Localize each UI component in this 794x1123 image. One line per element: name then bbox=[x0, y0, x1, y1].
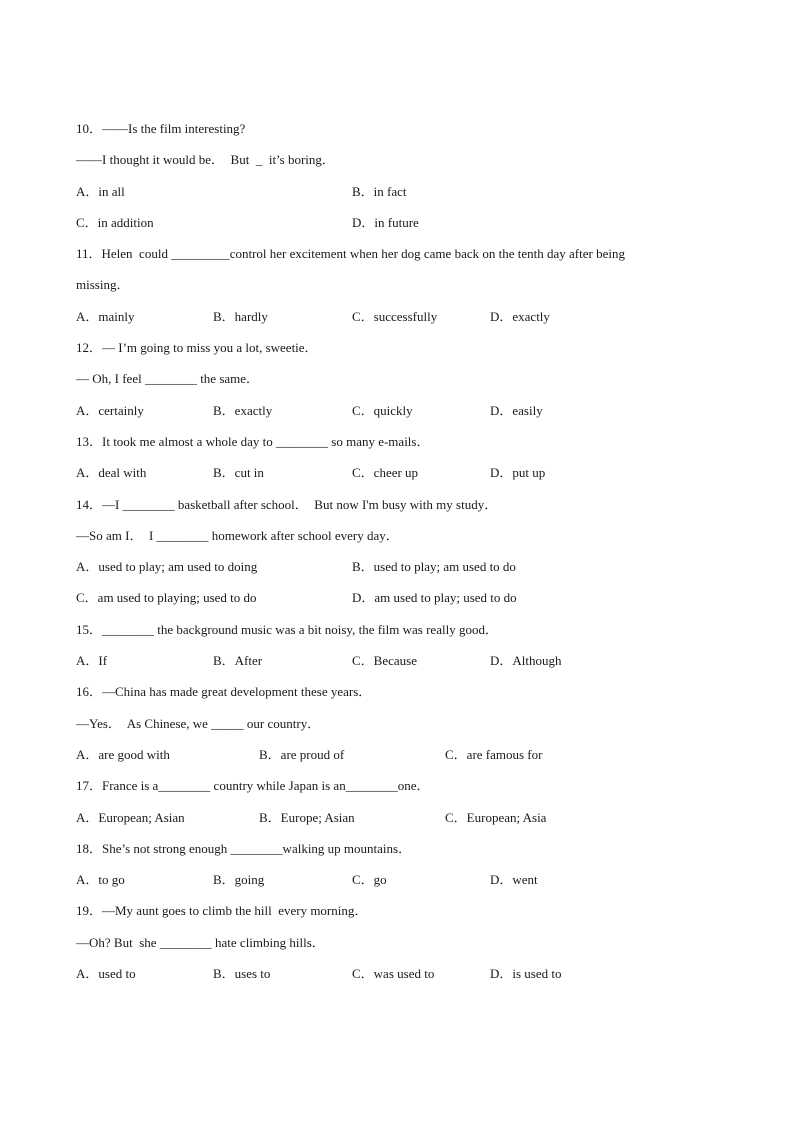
answer-option[interactable]: D．Although bbox=[490, 653, 562, 669]
answer-option[interactable]: A．mainly bbox=[76, 308, 135, 324]
options-row bbox=[76, 212, 716, 243]
question-5 bbox=[76, 619, 716, 682]
answer-option[interactable]: D．went bbox=[490, 872, 538, 888]
options-row bbox=[76, 462, 716, 493]
answer-option[interactable]: C．European; Asia bbox=[445, 809, 547, 825]
answer-option[interactable]: A．used to bbox=[76, 966, 136, 982]
answer-option[interactable]: B．Europe; Asian bbox=[259, 809, 355, 825]
answer-option[interactable]: A．in all bbox=[76, 183, 125, 199]
answer-option[interactable]: D．is used to bbox=[490, 966, 562, 982]
answer-option[interactable]: C．are famous for bbox=[445, 746, 543, 762]
question-0 bbox=[76, 118, 716, 243]
question-text: 10．——Is the film interesting? bbox=[76, 121, 246, 136]
answer-option[interactable]: D．am used to play; used to do bbox=[352, 590, 517, 606]
answer-option[interactable]: B．used to play; am used to do bbox=[352, 559, 516, 575]
answer-option[interactable]: C．Because bbox=[352, 653, 417, 669]
options-row bbox=[76, 807, 716, 838]
answer-option[interactable]: B．hardly bbox=[213, 308, 268, 324]
question-text: 11．Helen could _________control her excitement when her dog came back on the tenth day after being bbox=[76, 246, 625, 262]
question-text: 18．She’s not strong enough ________walking up mountains． bbox=[76, 840, 412, 856]
options-row bbox=[76, 556, 716, 587]
answer-option[interactable]: D．put up bbox=[490, 465, 546, 481]
options-row bbox=[76, 650, 716, 681]
answer-option[interactable]: B．cut in bbox=[213, 465, 264, 481]
answer-option[interactable]: C．go bbox=[352, 872, 387, 888]
question-9 bbox=[76, 900, 716, 994]
answer-option[interactable]: A．certainly bbox=[76, 402, 144, 418]
answer-option[interactable]: C．am used to playing; used to do bbox=[76, 590, 257, 606]
question-text: 13．It took me almost a whole day to ________ so many e-mails． bbox=[76, 433, 430, 449]
answer-option[interactable]: B．in fact bbox=[352, 183, 407, 199]
options-row bbox=[76, 744, 716, 775]
answer-option[interactable]: A．If bbox=[76, 653, 108, 669]
answer-option[interactable]: A．to go bbox=[76, 872, 125, 888]
question-text: —Oh? But she ________ hate climbing hills． bbox=[76, 934, 325, 950]
question-text: 14．—I ________ basketball after school． But now I'm busy with my study． bbox=[76, 496, 498, 512]
question-7 bbox=[76, 775, 716, 838]
question-1 bbox=[76, 243, 716, 337]
answer-option[interactable]: B．exactly bbox=[213, 402, 273, 418]
options-row bbox=[76, 963, 716, 994]
question-text: 19．—My aunt goes to climb the hill every morning． bbox=[76, 903, 368, 919]
question-3 bbox=[76, 431, 716, 494]
question-text: 16．—China has made great development these years． bbox=[76, 684, 372, 700]
options-row bbox=[76, 181, 716, 212]
answer-option[interactable]: A．deal with bbox=[76, 465, 147, 481]
answer-option[interactable]: D．in future bbox=[352, 214, 419, 230]
answer-option[interactable]: B．uses to bbox=[213, 966, 271, 982]
options-row bbox=[76, 869, 716, 900]
question-2 bbox=[76, 337, 716, 431]
answer-option[interactable]: B．After bbox=[213, 653, 263, 669]
question-8 bbox=[76, 838, 716, 901]
question-6 bbox=[76, 681, 716, 775]
answer-option[interactable]: D．easily bbox=[490, 402, 543, 418]
question-list bbox=[76, 118, 716, 994]
answer-option[interactable]: B．going bbox=[213, 872, 265, 888]
answer-option[interactable]: A．used to play; am used to doing bbox=[76, 559, 258, 575]
answer-option[interactable]: C．quickly bbox=[352, 402, 413, 418]
question-text: 15．________ the background music was a bit noisy, the film was really good． bbox=[76, 621, 498, 637]
answer-option[interactable]: C．in addition bbox=[76, 214, 154, 230]
answer-option[interactable]: C．was used to bbox=[352, 966, 435, 982]
answer-option[interactable]: A．European; Asian bbox=[76, 809, 185, 825]
answer-option[interactable]: C．successfully bbox=[352, 308, 438, 324]
answer-option[interactable]: B．are proud of bbox=[259, 746, 345, 762]
options-row bbox=[76, 587, 716, 618]
answer-option[interactable]: D．exactly bbox=[490, 308, 550, 324]
question-text: ——I thought it would be． But _ it’s boring． bbox=[76, 152, 335, 168]
answer-option[interactable]: C．cheer up bbox=[352, 465, 419, 481]
question-text: —So am I． I ________ homework after school every day． bbox=[76, 527, 399, 543]
question-4 bbox=[76, 494, 716, 619]
question-text: 12．— I’m going to miss you a lot, sweetie． bbox=[76, 340, 318, 356]
options-row bbox=[76, 306, 716, 337]
options-row bbox=[76, 400, 716, 431]
question-text: —Yes． As Chinese, we _____ our country． bbox=[76, 715, 321, 731]
question-text: missing． bbox=[76, 277, 130, 293]
question-text: 17．France is a________ country while Japan is an________one． bbox=[76, 778, 430, 794]
question-text: — Oh, I feel ________ the same． bbox=[76, 371, 260, 387]
answer-option[interactable]: A．are good with bbox=[76, 746, 170, 762]
